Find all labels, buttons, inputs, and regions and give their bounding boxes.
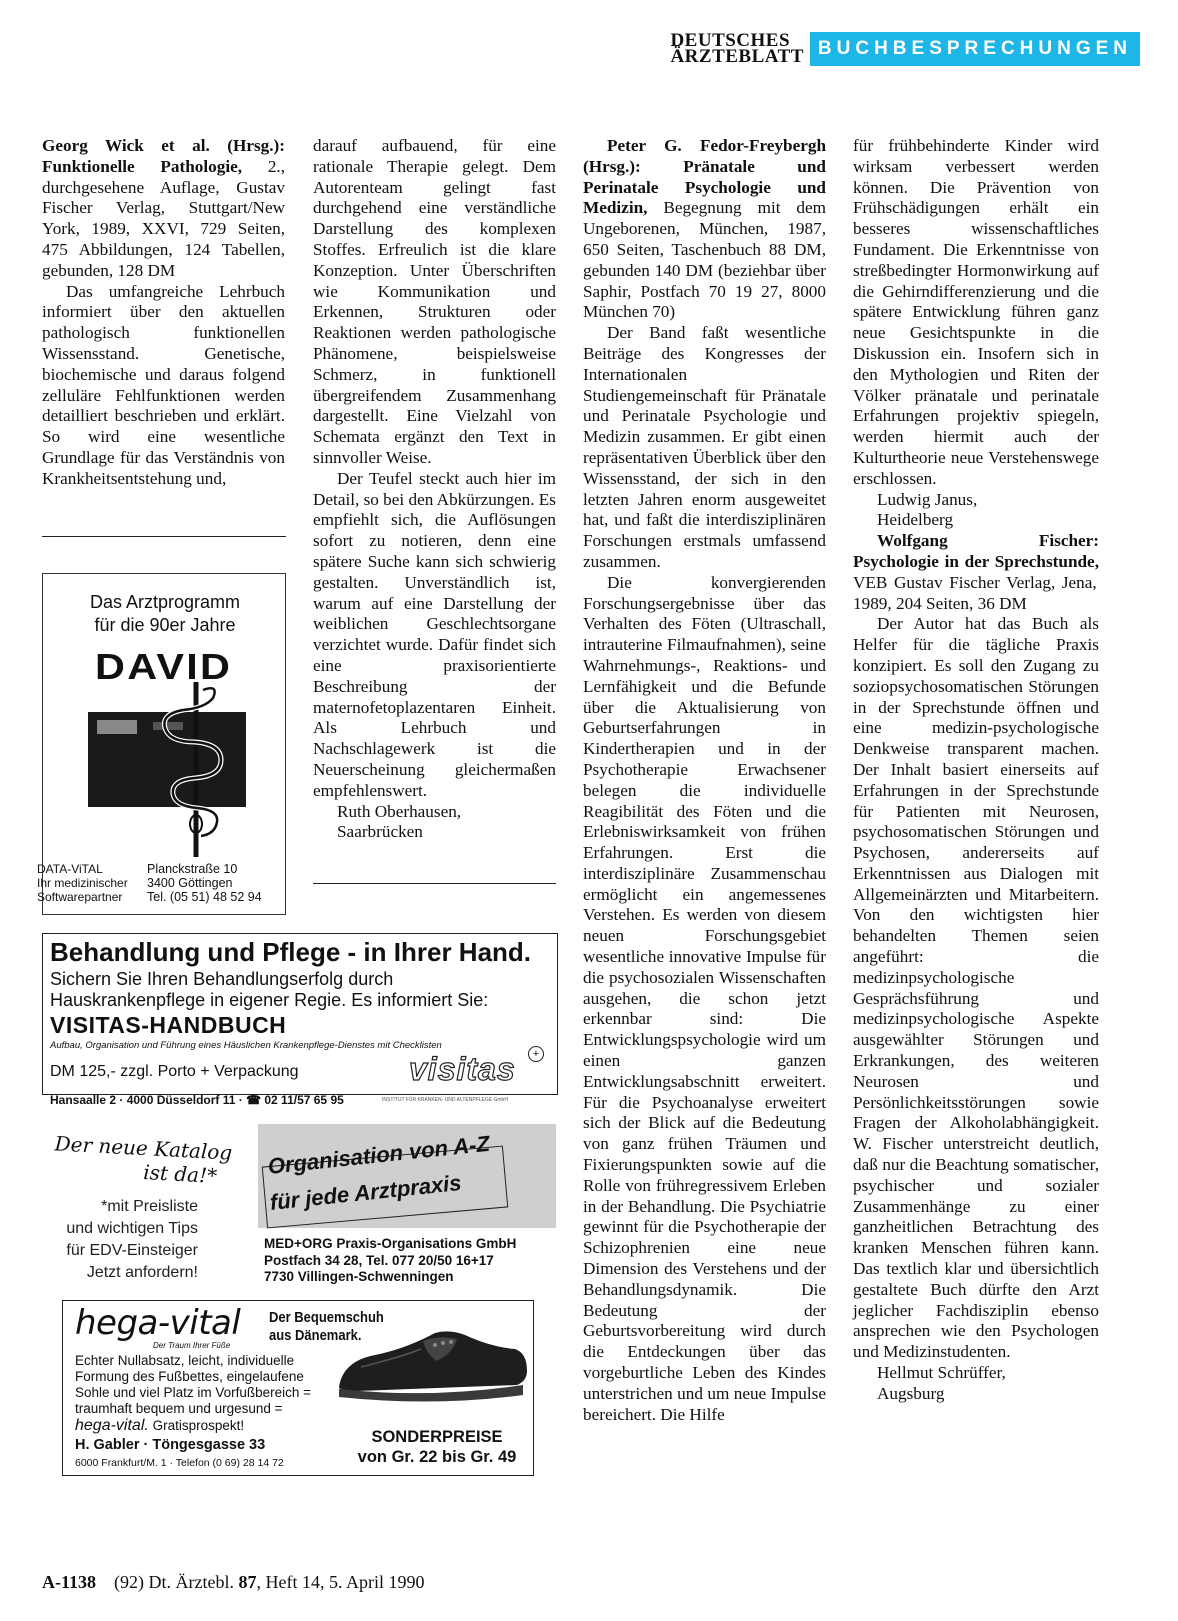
ad-david-company (37, 862, 128, 904)
section-title: BUCHBESPRECHUNGEN (810, 32, 1140, 66)
journal-name-line1: DEUTSCHES (670, 30, 791, 51)
ad-david-address (147, 862, 262, 904)
ad-visitas-address: Hansaalle 2 · 4000 Düsseldorf 11 · ☎ 02 11/57 65 95 (50, 1093, 344, 1107)
ad-medorg-address-2: 7730 Villingen-Schwenningen (264, 1269, 454, 1284)
review-3-reference (853, 531, 1099, 614)
hega-vital-logo: hega-vital (75, 1303, 241, 1343)
ad-visitas-desc: Aufbau, Organisation und Führung eines Häuslichen Krankenpflege-Dienstes mit Checklisten (50, 1040, 442, 1051)
ad-hega-claim-2: aus Dänemark. (269, 1326, 362, 1344)
ad-david-address-3: Tel. (05 51) 48 52 94 (147, 890, 262, 904)
ad-hega-offer-2: von Gr. 22 bis Gr. 49 (357, 1448, 517, 1466)
ad-medorg-hand-1: Der neue Katalog (54, 1131, 233, 1165)
ad-medorg-notes (48, 1196, 198, 1284)
review-1-paragraph-2: darauf aufbauend, für eine rationale Therapie gelegt. Dem Autorenteam gelingt fast durchgehend eine verständliche Darstellung des komplexen Stoffes. Erfreulich ist die klare Konzeption. Unter Überschriften wie Kommunikation und Erkennen, Strukturen oder Reaktionen werden pathologische Phänomene, beispielsweise Schmerz, in funktionell übergreifendem Zusammenhang dargestellt. Eine Vielzahl von Schemata ergänzt den Text in sinnvoller Weise. (313, 136, 556, 467)
ad-medorg-note-1: *mit Preisliste (101, 1198, 198, 1215)
ad-visitas-product: VISITAS-HANDBUCH (50, 1012, 287, 1038)
ad-medorg-note-4: Jetzt anfordern! (86, 1264, 198, 1281)
review-2-details: Begegnung mit dem Ungeborenen, München, 1987, 650 Seiten, Taschenbuch 88 DM, gebunden 140 DM (beziehbar über Saphir, Postfach 70 19 27, 8000 München 70) (583, 198, 826, 322)
ad-visitas-price: DM 125,- zzgl. Porto + Verpackung (50, 1063, 299, 1080)
column-4 (853, 136, 1099, 1405)
review-2-title: Peter G. Fedor-Freybergh (Hrsg.): Pränatale und Perinatale Psychologie und Medizin, (583, 136, 826, 218)
ad-david-address-2: 3400 Göttingen (147, 876, 233, 890)
column-2-rule (313, 883, 556, 884)
cross-icon: + (528, 1046, 544, 1062)
ad-david-company-2: Ihr medizinischer (37, 876, 128, 890)
ad-medorg-banner-2: für jede Arztpraxis (268, 1169, 463, 1215)
ad-visitas-fine: INSTITUT FÜR KRANKEN- UND ALTENPFLEGE GmbH (382, 1097, 508, 1103)
ad-hega-body: Echter Nullabsatz, leicht, individuelle Formung des Fußbettes, eingelaufene Sohle und viel Platz im Vorfußbereich = traumhaft bequem und urgesund = (75, 1353, 311, 1416)
ad-medorg-handwriting (53, 1131, 233, 1188)
review-1-details: 2., durchgesehene Auflage, Gustav Fischer Verlag, Stuttgart/New York, 1989, XXVI, 729 Seiten, 475 Abbildungen, 124 Tabellen, gebunden, 128 DM (42, 156, 285, 280)
ad-hega-prospekt-text: Gratisprospekt! (148, 1418, 245, 1433)
review-2-city: Heidelberg (877, 510, 954, 530)
review-3-city: Augsburg (877, 1383, 945, 1403)
review-2-paragraph-1: Der Band faßt wesentliche Beiträge des Kongresses der Internationalen Studiengemeinschaft für Pränatale und Perinatale Psychologie und Medizin zusammen. Er gibt einen repräsentativen Überblick über den Wissensstand, der sich in den letzten Jahren enorm ausgeweitet hat, und faßt die interdisziplinären Forschungen erstmals umfassend zusammen. (583, 323, 826, 571)
column-2 (313, 136, 556, 843)
review-1-title: Georg Wick et al. (Hrsg.): Funktionelle Pathologie, (42, 136, 285, 176)
ad-david-company-1: DATA-ViTAL (37, 862, 103, 876)
ad-hega (62, 1300, 534, 1476)
review-1-author: Ruth Oberhausen, (337, 801, 462, 821)
column-3 (583, 136, 826, 1425)
ad-medorg-company: MED+ORG Praxis-Organisations GmbH (264, 1236, 517, 1251)
ad-hega-contact-2: 6000 Frankfurt/M. 1 · Telefon (0 69) 28 14 72 (75, 1457, 284, 1469)
ad-david-company-3: Softwarepartner (37, 890, 123, 904)
david-logo: DAVID (95, 646, 233, 687)
footer-citation: (92) Dt. Ärztebl. (114, 1572, 239, 1592)
review-1-paragraph-3: Der Teufel steckt auch hier im Detail, so bei den Abkürzungen. Es empfiehlt sich, die Auflösungen sofort zu notieren, denn eine spätere Suche kann sich schwierig gestalten. Unverständlich ist, warum auf eine Darstellung der weiblichen Geschlechtsorgane verzichtet wurde. Dafür findet sich eine praxisorientierte Beschreibung der maternofetoplazentaren Einheit. Als Lehrbuch und Nachschlagewerk ist die Neuerscheinung gleichermaßen empfehlenswert. (313, 468, 556, 800)
ad-david-address-1: Planckstraße 10 (147, 862, 238, 876)
review-3-title: Wolfgang Fischer: Psychologie in der Sprechstunde, (853, 531, 1099, 571)
review-2-paragraph-2: Die konvergierenden Forschungsergebnisse über das Verhalten des Föten (Ultraschall, intrauterine Filmaufnahmen), seine Wahrnehmungs-, Reaktions- und Lernfähigkeit und die Befunde über die Aktualisierung von Geburtserfahrungen in Kindertherapien und in der Psychotherapie Erwachsener belegen die individuelle Reagibilität des Föten und die Erlebniswirksamkeit von frühen Erfahrungen. Erst die interdisziplinäre Zusammenschau ermöglicht ein angemessenes Verstehen. Es werden von diesem neuen Forschungsgebiet wesentliche innovative Impulse für die psychosozialen Wissenschaften ausgehen, die schon jetzt erkennbar sind: Die Entwicklungspsychologie wird um einen ganzen Entwicklungsabschnitt erweitert. Für die Psychoanalyse erweitert sich der Blick auf die Bedeutung von ganz frühen Träumen und Fixierungspunkten sowie auf die Rolle von frühregressivem Erleben in der Behandlung. Die Psychiatrie gewinnt für die Psychotherapie der Schizophrenien eine neue Dimension des Verstehens und der Behandlungsdynamik. Die Bedeutung der Geburtsvorbereitung wird durch die Entdeckungen über das vorgeburtliche Leben des Kindes unterstrichen und um neue Impulse bereichert. Die Hilfe (583, 572, 826, 1424)
review-3-author: Hellmut Schrüffer, (877, 1363, 1006, 1383)
ad-medorg-banner (258, 1124, 556, 1228)
ad-medorg-hand-2: ist da!* (142, 1160, 218, 1188)
masthead (670, 32, 1140, 66)
ad-hega-offer-1: SONDERPREISE (371, 1428, 503, 1446)
david-logo-graphic (83, 682, 253, 862)
review-1-city: Saarbrücken (337, 822, 423, 842)
visitas-logo: visitas (409, 1051, 516, 1087)
column-1-rule (42, 536, 286, 537)
footer-volume: 87 (238, 1572, 257, 1592)
ad-medorg-address-1: Postfach 34 28, Tel. 077 20/50 16+17 (264, 1252, 494, 1268)
ad-medorg-note-3: für EDV-Einsteiger (66, 1242, 198, 1259)
shoe-image (331, 1327, 531, 1415)
ad-visitas (42, 933, 558, 1111)
column-1 (42, 136, 285, 490)
review-2-author: Ludwig Janus, (877, 489, 978, 509)
review-1-reference (42, 136, 285, 282)
review-3-details: VEB Gustav Fischer Verlag, Jena, 1989, 204 Seiten, 36 DM (853, 572, 1097, 613)
ad-david-line2: für die 90er Jahre (94, 615, 236, 635)
ad-hega-prospekt (75, 1417, 244, 1435)
ad-david-line1: Das Arztprogramm (89, 592, 241, 612)
journal-name-line2: ÄRZTEBLATT (670, 46, 804, 67)
ad-hega-claim-1: Der Bequemschuh (269, 1309, 384, 1326)
review-2-reference (583, 136, 826, 323)
ad-medorg (42, 1124, 558, 1288)
ad-hega-offer (343, 1427, 531, 1467)
footer-issue: , Heft 14, 5. April 1990 (256, 1572, 425, 1592)
review-2-paragraph-3: für frühbehinderte Kinder wird wirksam verbessert werden können. Die Prävention von Frühschädigungen erhält ein besseres wissenschaftliches Fundament. Die Erkenntnisse von streßbedingter Hormonwirkung auf die Gehirndifferenzierung und die spätere Entwicklung führen ganz neue Gesichtspunkte in die Diskussion ein. Insofern sich in den Mythologien und Riten der Völker pränatale und perinatale Erfahrungen projektiv spiegeln, werden hiermit auch der Kulturtheorie neue Verstehenswege erschlossen. (853, 136, 1099, 488)
journal-name (670, 30, 804, 67)
review-1-paragraph-1: Das umfangreiche Lehrbuch informiert über den aktuellen pathologisch funktionellen Wissensstand. Genetische, biochemische und daraus folgend zelluläre Fehlfunktionen werden detailliert beschrieben und erklärt. So wird eine wesentliche Grundlage für das Verständnis von Krankheitsentstehung und, (42, 281, 285, 488)
page-number: A-1138 (42, 1572, 96, 1592)
ad-hega-tagline: Der Traum Ihrer Füße (153, 1341, 231, 1350)
ad-david (37, 573, 286, 915)
ad-medorg-note-2: und wichtigen Tips (66, 1220, 198, 1237)
ad-hega-contact-1: H. Gabler · Töngesgasse 33 (75, 1437, 266, 1453)
review-3-paragraph-1: Der Autor hat das Buch als Helfer für die tägliche Praxis konzipiert. Es soll den Zugang zu soziopsychosomatischen Störungen in der Sprechstunde öffnen und eine medizin-psychologische Denkweise transparent machen. Der Inhalt basiert einerseits auf Erfahrungen in der Sprechstunde für Patienten mit Neurosen, psychosomatischen Störungen und Psychosen, andererseits auf Erkenntnissen aus Dialogen mit Allgemeinärzten und Mitarbeitern. Von den wichtigsten hier behandelten Themen seien angeführt: die medizinpsychologische Gesprächsführung und medizinpsychologische Aspekte ausgewählter Störungen und Erkrankungen, des weiteren Neurosen und Persönlichkeitsstörungen sowie Fragen der Alkoholabhängigkeit. W. Fischer unterstreicht deutlich, daß nur die Beachtung somatischer, psychischer und sozialer Zusammenhänge zu einer ganzheitlichen Betrachtung des kranken Menschen führen kann. Das textlich klar und übersichtlich gestaltete Buch dürfte den Arzt jeglicher Fachdisziplin ebenso ansprechen wie den Psychologen und Medizinstudenten. (853, 614, 1099, 1362)
ad-visitas-headline: Behandlung und Pflege - in Ihrer Hand. (50, 937, 532, 967)
ad-visitas-body: Sichern Sie Ihren Behandlungserfolg durch Hauskrankenpflege in eigener Regie. Es informiert Sie: (50, 969, 489, 1010)
ad-medorg-contact (264, 1236, 516, 1286)
ad-hega-prospekt-logo: hega-vital. (75, 1417, 149, 1434)
page-footer (42, 1572, 424, 1593)
ad-medorg-banner-1: Organisation von A-Z (266, 1130, 491, 1179)
